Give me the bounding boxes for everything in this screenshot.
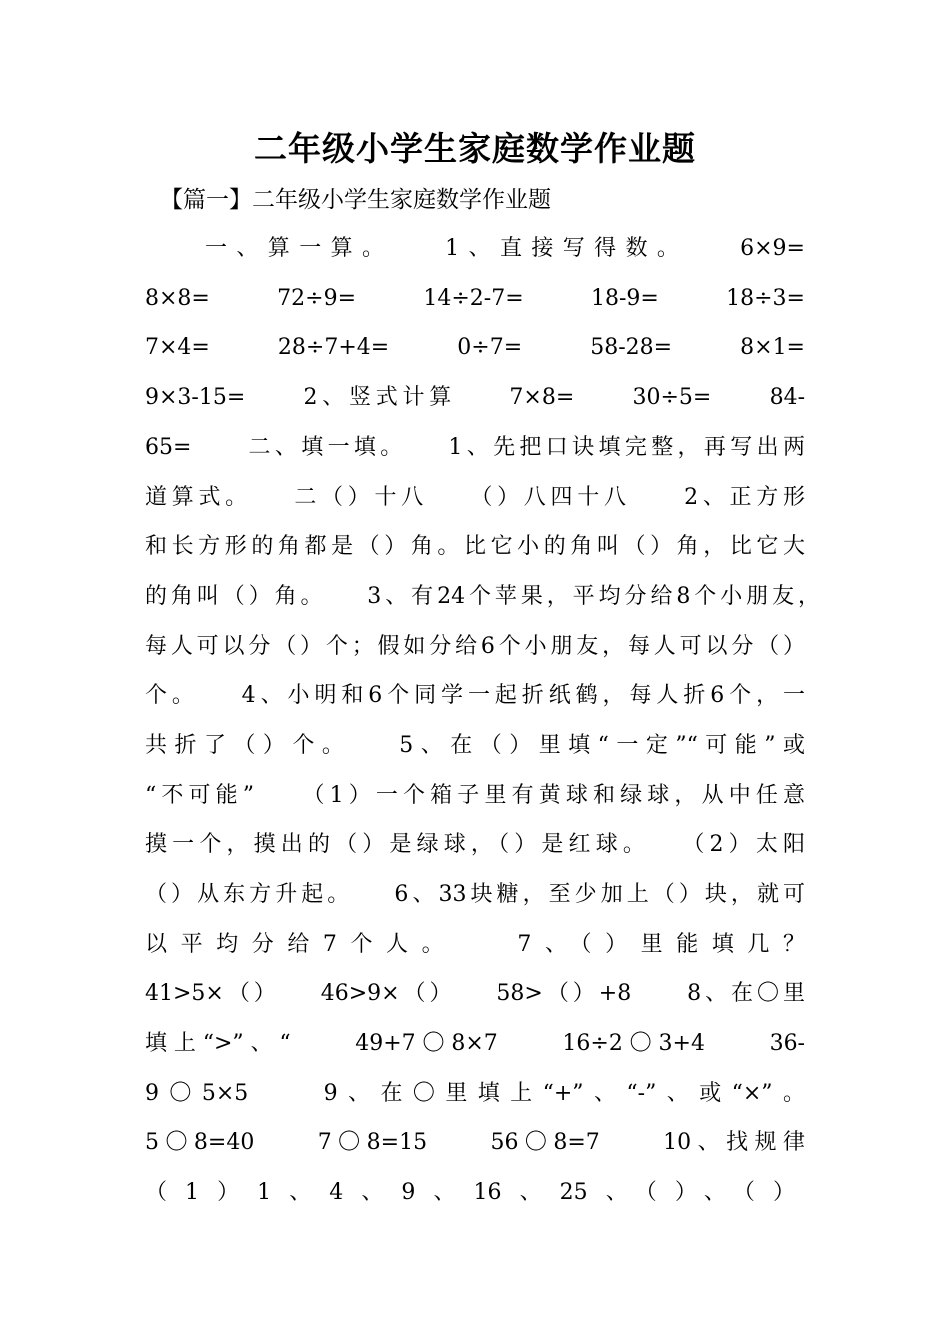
text-line: （1）1、4、9、16、25、（）、（） [145,1180,795,1205]
text-line: （）从东方升起。 6、33块糖，至少加上（）块，就可 [145,882,805,907]
text-line: 9〇5×5 9、在〇里填上“+”、“-”、或“×”。 [145,1081,805,1106]
text-line: 摸一个，摸出的（）是绿球，（）是红球。 （2）太阳 [145,832,805,857]
text-line: “不可能” （1）一个箱子里有黄球和绿球，从中任意 [145,783,805,808]
text-line: 和长方形的角都是（）角。比它小的角叫（）角，比它大 [145,534,805,559]
text-line: 共折了（）个。 5、在（）里填“一定”“可能”或 [145,733,805,758]
text-line: 9×3-15= 2、竖式计算 7×8= 30÷5= 84- [145,385,805,410]
text-line: 的角叫（）角。 3、有24个苹果，平均分给8个小朋友， [145,584,820,609]
text-line: 65= 二、填一填。 1、先把口诀填完整，再写出两 [145,435,805,460]
text-line: 道算式。 二（）十八 （）八四十八 2、正方形 [145,485,805,510]
document-subtitle: 【篇一】二年级小学生家庭数学作业题 [160,187,551,213]
text-line: 5〇8=40 7〇8=15 56〇8=7 10、找规律 [145,1130,805,1155]
text-line: 7×4= 28÷7+4= 0÷7= 58-28= 8×1= [145,335,805,360]
text-line: 每人可以分（）个；假如分给6个小朋友，每人可以分（） [145,634,805,659]
text-line: 41>5×（） 46>9×（） 58>（）+8 8、在〇里 [145,981,805,1006]
text-line: 个。 4、小明和6个同学一起折纸鹤，每人折6个，一 [145,683,805,708]
text-line: 填上“>”、“ 49+7〇8×7 16÷2〇3+4 36- [145,1031,805,1056]
document-title: 二年级小学生家庭数学作业题 [254,129,696,168]
text-line: 8×8= 72÷9= 14÷2-7= 18-9= 18÷3= [145,286,805,311]
text-line: 以平均分给7个人。 7、（）里能填几？ [145,932,805,957]
text-line: 一、算一算。 1、直接写得数。 6×9= [205,236,805,261]
